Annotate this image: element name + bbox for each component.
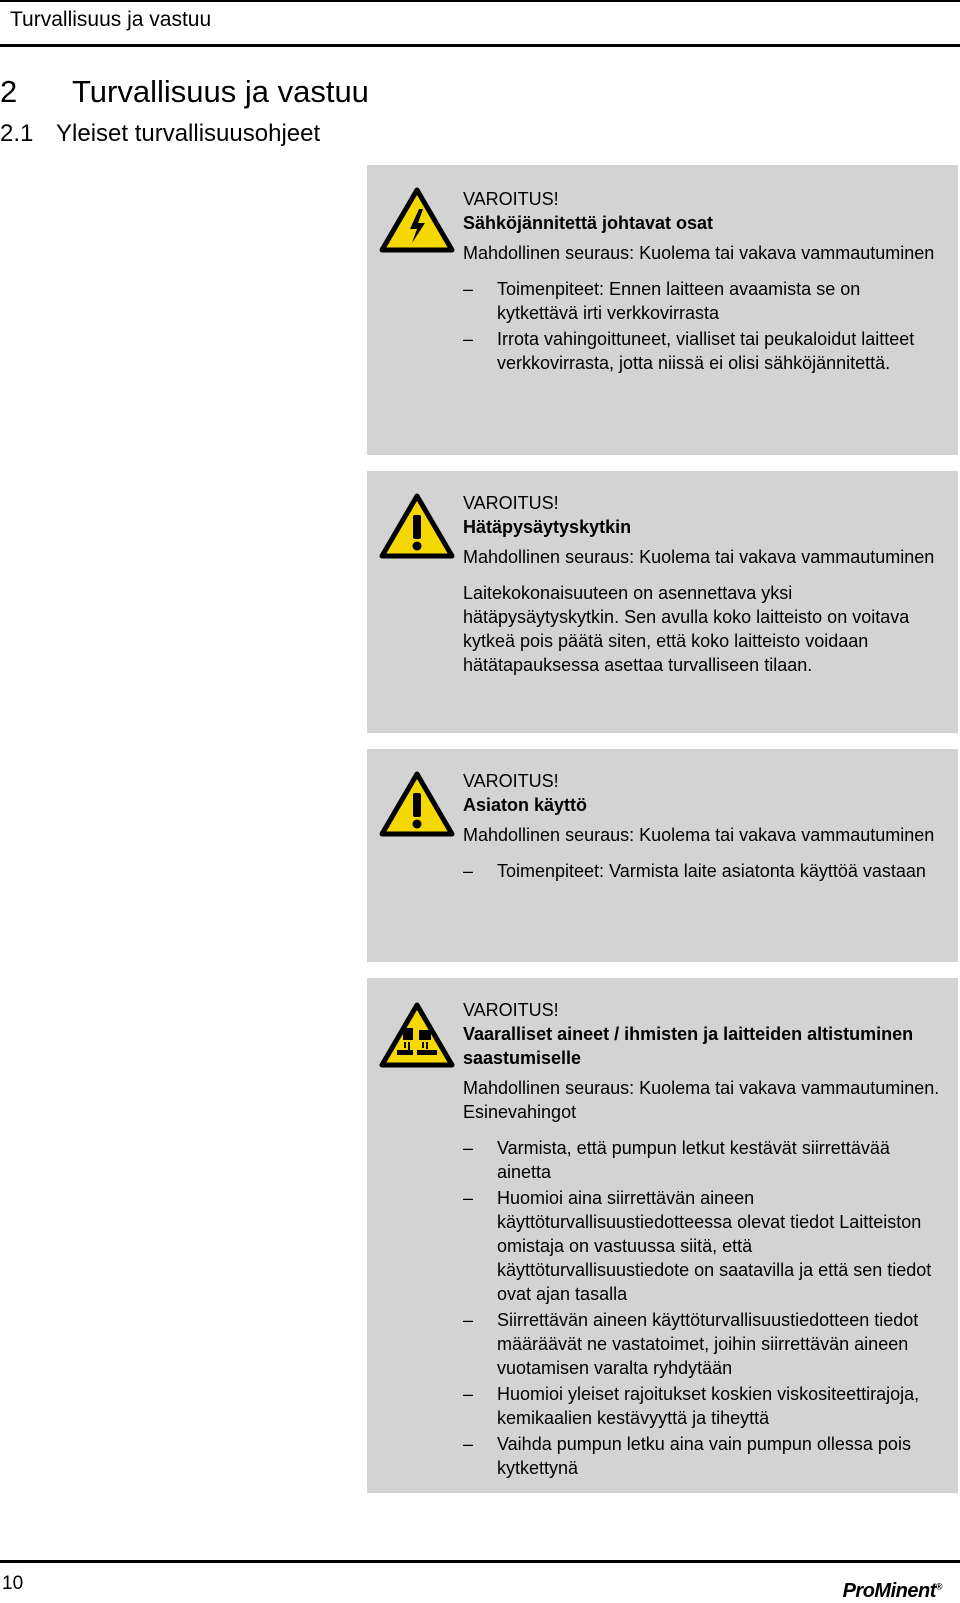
header-rule bbox=[0, 44, 960, 47]
warning-consequence: Mahdollinen seuraus: Kuolema tai vakava vammautuminen bbox=[463, 243, 935, 263]
measures-list bbox=[463, 1136, 944, 1480]
exclamation-warning-icon bbox=[379, 493, 455, 559]
warning-box-electric bbox=[367, 165, 958, 455]
chapter-number: 2 bbox=[0, 74, 18, 109]
warning-content bbox=[463, 187, 944, 377]
list-item: – Siirrettävän aineen käyttöturvallisuustiedotteen tiedot määräävät ne vastatoimet, joihin siirrettävän aineen vuotamisen varalta ryhdytään bbox=[463, 1308, 944, 1380]
warning-consequence: Mahdollinen seuraus: Kuolema tai vakava vammautuminen bbox=[463, 547, 935, 567]
measures-list bbox=[463, 859, 944, 883]
list-item: – Toimenpiteet: Varmista laite asiatonta käyttöä vastaan bbox=[463, 859, 944, 883]
warning-title: Hätäpysäytyskytkin bbox=[463, 517, 632, 537]
warning-consequence: Mahdollinen seuraus: Kuolema tai vakava vammautuminen bbox=[463, 825, 935, 845]
signal-word: VAROITUS! bbox=[463, 771, 559, 791]
list-item: – Toimenpiteet: Ennen laitteen avaamista se on kytkettävä irti verkkovirrasta bbox=[463, 277, 944, 325]
signal-word: VAROITUS! bbox=[463, 493, 559, 513]
warning-content bbox=[463, 491, 944, 677]
page-number: 10 bbox=[2, 1573, 24, 1594]
exclamation-warning-icon bbox=[379, 771, 455, 837]
section-title: Yleiset turvallisuusohjeet bbox=[56, 120, 321, 147]
list-item: – Huomioi yleiset rajoitukset koskien viskositeettirajoja, kemikaalien kestävyyttä ja tiheyttä bbox=[463, 1382, 944, 1430]
warning-box-emergency-stop bbox=[367, 471, 958, 733]
corrosive-substance-warning-icon bbox=[379, 1002, 455, 1068]
list-item: – Vaihda pumpun letku aina vain pumpun ollessa pois kytkettynä bbox=[463, 1432, 944, 1480]
signal-word: VAROITUS! bbox=[463, 189, 559, 209]
list-item: – Huomioi aina siirrettävän aineen käyttöturvallisuustiedotteessa olevat tiedot Laitteiston omistaja on vastuussa siitä, että käyttöturvallisuustiedote on saatavilla ja että sen tiedot ovat ajan tasalla bbox=[463, 1186, 944, 1306]
running-header: Turvallisuus ja vastuu bbox=[10, 8, 212, 31]
registered-mark: ® bbox=[935, 1581, 942, 1592]
chapter-heading bbox=[0, 74, 369, 110]
section-number: 2.1 bbox=[0, 120, 34, 147]
footer-rule bbox=[0, 1560, 960, 1563]
electric-shock-warning-icon bbox=[379, 187, 455, 253]
warning-title: Sähköjännitettä johtavat osat bbox=[463, 213, 714, 233]
top-rule bbox=[0, 0, 960, 2]
measures-list bbox=[463, 277, 944, 375]
warning-content bbox=[463, 769, 944, 885]
warning-title: Asiaton käyttö bbox=[463, 795, 588, 815]
brand-name: ProMinent bbox=[842, 1580, 936, 1602]
signal-word: VAROITUS! bbox=[463, 1000, 559, 1020]
list-item: – Varmista, että pumpun letkut kestävät siirrettävää ainetta bbox=[463, 1136, 944, 1184]
warning-box-hazardous-substances bbox=[367, 978, 958, 1493]
warning-consequence: Mahdollinen seuraus: Kuolema tai vakava vammautuminen. Esinevahingot bbox=[463, 1078, 940, 1122]
list-item: – Irrota vahingoittuneet, vialliset tai peukaloidut laitteet verkkovirrasta, jotta niissä ei olisi sähköjännitettä. bbox=[463, 327, 944, 375]
chapter-title: Turvallisuus ja vastuu bbox=[72, 74, 369, 109]
warning-body-text: Laitekokonaisuuteen on asennettava yksi hätäpysäytyskytkin. Sen avulla koko laitteisto on voitava kytkeä pois päätä siten, että koko laitteisto voidaan hätätapauksessa asettaa turvalliseen tilaan. bbox=[463, 583, 910, 675]
warning-title: Vaaralliset aineet / ihmisten ja laitteiden altistuminen saastumiselle bbox=[463, 1024, 914, 1068]
section-heading bbox=[0, 120, 320, 148]
warning-content bbox=[463, 998, 944, 1482]
warning-box-unauthorized-use bbox=[367, 749, 958, 962]
